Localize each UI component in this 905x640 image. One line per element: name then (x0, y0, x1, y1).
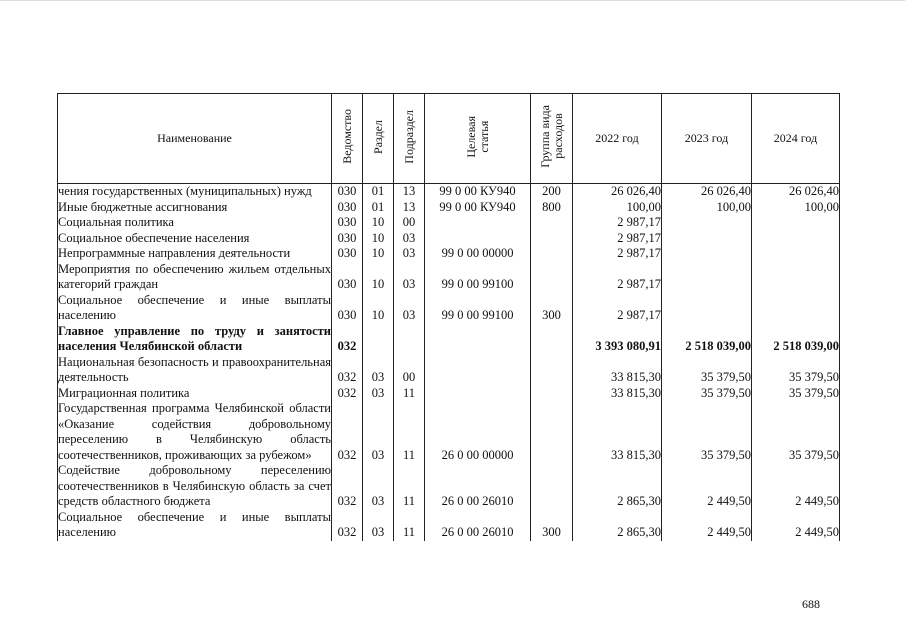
row-value-2022: 2 987,17 (573, 231, 662, 247)
row-value-2022: 2 865,30 (573, 463, 662, 510)
table-row (58, 324, 840, 355)
row-value-2024: 2 449,50 (752, 510, 840, 541)
row-razdel: 10 (363, 262, 394, 293)
table-row (58, 262, 840, 293)
row-podrazdel: 03 (394, 262, 425, 293)
row-razdel: 01 (363, 184, 394, 200)
row-value-2023: 26 026,40 (662, 184, 752, 200)
table-row (58, 293, 840, 324)
table-row (58, 386, 840, 402)
page-number: 688 (802, 597, 820, 611)
row-name: Главное управление по труду и занятости населения Челябинской области (58, 323, 331, 353)
row-value-2024 (752, 262, 840, 293)
row-expense-group (531, 401, 573, 463)
row-value-2024: 100,00 (752, 200, 840, 216)
row-vedomstvo: 030 (332, 262, 363, 293)
row-value-2024: 35 379,50 (752, 386, 840, 402)
row-name: Социальная политика (58, 215, 332, 231)
row-value-2022: 26 026,40 (573, 184, 662, 200)
row-target-article: 99 0 00 99100 (425, 262, 531, 293)
row-name: Иные бюджетные ассигнования (58, 200, 332, 216)
row-value-2022: 33 815,30 (573, 355, 662, 386)
row-value-2023 (662, 231, 752, 247)
row-name: Миграционная политика (58, 386, 332, 402)
row-name: Мероприятия по обеспечению жильем отдельных категорий граждан (58, 261, 331, 291)
row-expense-group (531, 215, 573, 231)
row-razdel: 03 (363, 463, 394, 510)
row-vedomstvo: 032 (332, 463, 363, 510)
header-expense-group: Группа вида расходов (531, 94, 573, 184)
row-target-article: 99 0 00 00000 (425, 246, 531, 262)
row-target-article (425, 231, 531, 247)
header-2023: 2023 год (662, 94, 752, 184)
row-name: Содействие добровольному переселению соотечественников в Челябинскую область за счет средств областного бюджета (58, 463, 331, 508)
table-row (58, 215, 840, 231)
row-target-article (425, 215, 531, 231)
row-vedomstvo: 032 (332, 355, 363, 386)
row-target-article: 99 0 00 КУ940 (425, 184, 531, 200)
table-row (58, 231, 840, 247)
budget-table (57, 93, 840, 541)
row-target-article: 26 0 00 26010 (425, 463, 531, 510)
row-expense-group: 200 (531, 184, 573, 200)
table-row (58, 401, 840, 463)
row-value-2024: 2 518 039,00 (752, 324, 840, 355)
row-expense-group (531, 386, 573, 402)
row-name: чения государственных (муниципальных) нужд (58, 184, 332, 200)
row-expense-group: 800 (531, 200, 573, 216)
row-value-2023 (662, 293, 752, 324)
row-vedomstvo: 030 (332, 184, 363, 200)
row-value-2023 (662, 215, 752, 231)
row-value-2023: 35 379,50 (662, 386, 752, 402)
row-podrazdel: 00 (394, 355, 425, 386)
row-value-2022: 100,00 (573, 200, 662, 216)
table-header-row (58, 94, 840, 184)
row-razdel: 03 (363, 355, 394, 386)
row-value-2023: 35 379,50 (662, 355, 752, 386)
row-value-2023: 100,00 (662, 200, 752, 216)
row-expense-group: 300 (531, 293, 573, 324)
row-razdel: 03 (363, 401, 394, 463)
row-podrazdel: 11 (394, 510, 425, 541)
header-podrazdel: Подраздел (394, 94, 425, 184)
row-value-2023 (662, 262, 752, 293)
row-name: Социальное обеспечение и иные выплаты населению (58, 292, 331, 322)
row-value-2024 (752, 293, 840, 324)
row-target-article (425, 386, 531, 402)
row-value-2022: 2 865,30 (573, 510, 662, 541)
row-value-2022: 2 987,17 (573, 262, 662, 293)
row-podrazdel: 03 (394, 231, 425, 247)
row-podrazdel: 03 (394, 246, 425, 262)
row-podrazdel: 11 (394, 386, 425, 402)
row-vedomstvo: 030 (332, 293, 363, 324)
table-row (58, 200, 840, 216)
header-vedomstvo: Ведомство (332, 94, 363, 184)
row-vedomstvo: 032 (332, 510, 363, 541)
row-value-2023: 2 518 039,00 (662, 324, 752, 355)
row-razdel: 10 (363, 293, 394, 324)
row-value-2024: 35 379,50 (752, 355, 840, 386)
row-value-2024: 35 379,50 (752, 401, 840, 463)
row-target-article (425, 324, 531, 355)
row-razdel: 03 (363, 386, 394, 402)
row-razdel: 10 (363, 246, 394, 262)
header-2024: 2024 год (752, 94, 840, 184)
row-value-2023: 35 379,50 (662, 401, 752, 463)
header-2022: 2022 год (573, 94, 662, 184)
row-expense-group (531, 262, 573, 293)
row-razdel (363, 324, 394, 355)
row-value-2024: 2 449,50 (752, 463, 840, 510)
table-row (58, 510, 840, 541)
row-value-2022: 33 815,30 (573, 401, 662, 463)
row-value-2022: 3 393 080,91 (573, 324, 662, 355)
row-target-article: 26 0 00 26010 (425, 510, 531, 541)
row-razdel: 10 (363, 215, 394, 231)
row-vedomstvo: 032 (332, 386, 363, 402)
row-name: Социальное обеспечение и иные выплаты населению (58, 509, 331, 539)
row-value-2023: 2 449,50 (662, 463, 752, 510)
row-podrazdel: 11 (394, 401, 425, 463)
row-expense-group (531, 231, 573, 247)
row-value-2022: 33 815,30 (573, 386, 662, 402)
row-podrazdel: 13 (394, 184, 425, 200)
row-value-2023: 2 449,50 (662, 510, 752, 541)
row-razdel: 01 (363, 200, 394, 216)
row-vedomstvo: 030 (332, 200, 363, 216)
row-name: Государственная программа Челябинской области «Оказание содействия добровольному переселению в Челябинскую область соотечественников, проживающих за рубежом» (58, 401, 331, 462)
row-vedomstvo: 030 (332, 215, 363, 231)
row-razdel: 03 (363, 510, 394, 541)
row-podrazdel: 13 (394, 200, 425, 216)
row-value-2024: 26 026,40 (752, 184, 840, 200)
row-value-2024 (752, 231, 840, 247)
row-podrazdel (394, 324, 425, 355)
row-target-article: 99 0 00 99100 (425, 293, 531, 324)
row-vedomstvo: 032 (332, 401, 363, 463)
row-name: Непрограммные направления деятельности (58, 246, 332, 262)
row-vedomstvo: 030 (332, 231, 363, 247)
row-podrazdel: 11 (394, 463, 425, 510)
table-body (58, 184, 840, 541)
row-vedomstvo: 030 (332, 246, 363, 262)
page-top-edge (0, 0, 905, 1)
row-value-2022: 2 987,17 (573, 246, 662, 262)
row-expense-group: 300 (531, 510, 573, 541)
header-razdel: Раздел (363, 94, 394, 184)
table-row (58, 355, 840, 386)
row-expense-group (531, 463, 573, 510)
table-row (58, 463, 840, 510)
row-value-2024 (752, 246, 840, 262)
header-name: Наименование (58, 94, 332, 184)
row-value-2022: 2 987,17 (573, 293, 662, 324)
row-podrazdel: 00 (394, 215, 425, 231)
row-name: Национальная безопасность и правоохранительная деятельность (58, 354, 331, 384)
row-name: Социальное обеспечение населения (58, 231, 332, 247)
row-expense-group (531, 324, 573, 355)
row-target-article (425, 355, 531, 386)
row-expense-group (531, 355, 573, 386)
row-razdel: 10 (363, 231, 394, 247)
row-podrazdel: 03 (394, 293, 425, 324)
table-row (58, 184, 840, 200)
row-value-2024 (752, 215, 840, 231)
header-target-article: Целевая статья (425, 94, 531, 184)
table-row (58, 246, 840, 262)
row-target-article: 26 0 00 00000 (425, 401, 531, 463)
row-target-article: 99 0 00 КУ940 (425, 200, 531, 216)
row-value-2022: 2 987,17 (573, 215, 662, 231)
row-expense-group (531, 246, 573, 262)
row-value-2023 (662, 246, 752, 262)
row-vedomstvo: 032 (332, 324, 363, 355)
